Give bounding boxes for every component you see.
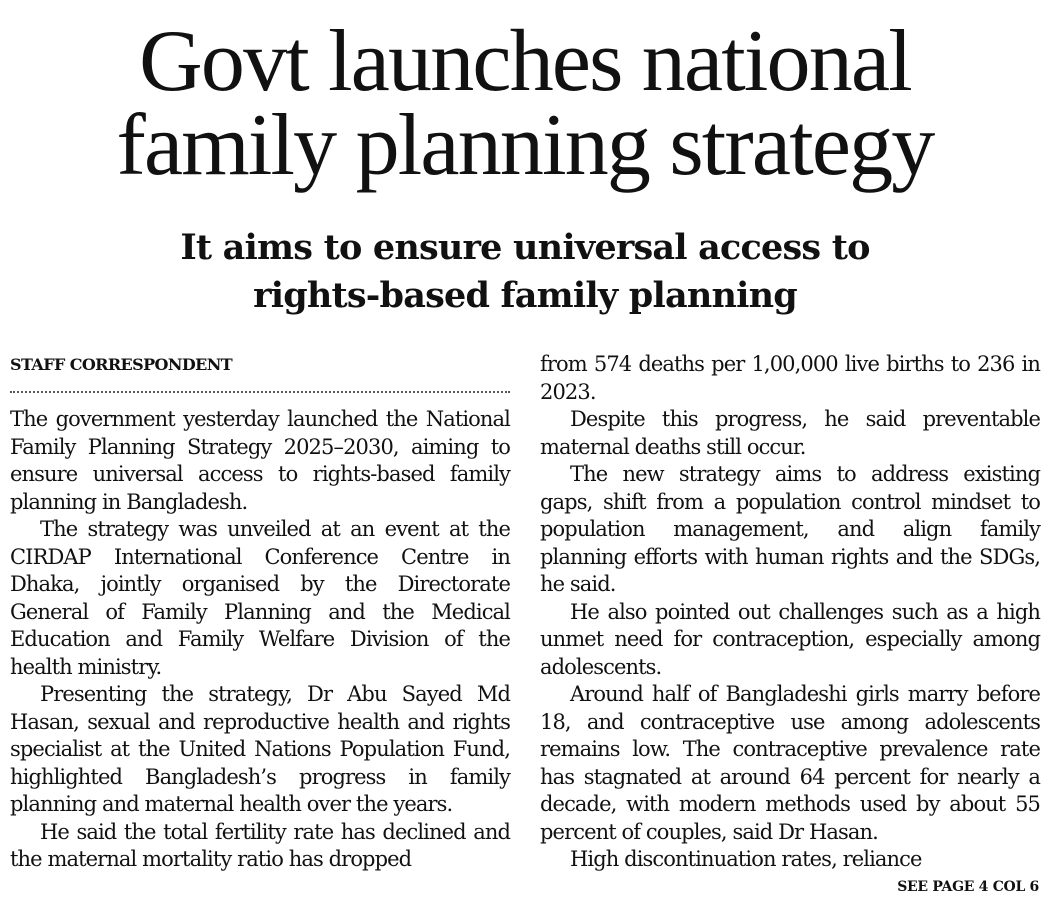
paragraph: Despite this progress, he said preventable maternal deaths still occur. — [540, 407, 1040, 459]
subheadline — [0, 224, 1050, 320]
paragraph: Presenting the strategy, Dr Abu Sayed Md Hasan, sexual and reproductive health and rights specialist at the United Nations Population Fund, highlighted Bangladesh’s progress in family planning and maternal health over the years. — [10, 682, 510, 816]
paragraph: The strategy was unveiled at an event at the CIRDAP International Conference Centre in Dhaka, jointly organised by the Directorate General of Family Planning and the Medical Education and Family Welfare Division of the health ministry. — [10, 517, 510, 679]
byline-divider — [10, 391, 510, 393]
subheadline-line-2: rights-based family planning — [253, 275, 797, 316]
paragraph: The new strategy aims to address existing gaps, shift from a population control mindset to population management, and align family planning efforts with human rights and the SDGs, he said. — [540, 462, 1040, 596]
subheadline-line-1: It aims to ensure universal access to — [180, 227, 870, 268]
paragraph: He also pointed out challenges such as a high unmet need for contraception, especially among adolescents. — [540, 599, 1040, 679]
headline-line-2: family planning strategy — [116, 97, 934, 194]
headline-line-1: Govt launches national — [139, 13, 911, 110]
article-column-left — [10, 406, 510, 874]
paragraph: The government yesterday launched the National Family Planning Strategy 2025–2030, aiming to ensure universal access to rights-based family planning in Bangladesh. — [10, 407, 510, 514]
byline: STAFF CORRESPONDENT — [10, 355, 233, 374]
continued-jump-line: SEE PAGE 4 COL 6 — [897, 879, 1039, 895]
paragraph: High discontinuation rates, reliance — [570, 847, 922, 871]
article-column-right — [540, 351, 1040, 874]
paragraph: Around half of Bangladeshi girls marry before 18, and contraceptive use among adolescents remains low. The contraceptive prevalence rate has stagnated at around 64 percent for nearly a decade, with modern methods used by about 55 percent of couples, said Dr Hasan. — [540, 682, 1040, 844]
paragraph: from 574 deaths per 1,00,000 live births to 236 in 2023. — [540, 352, 1040, 404]
headline — [0, 13, 1050, 194]
paragraph: He said the total fertility rate has declined and the maternal mortality ratio has dropped — [10, 819, 510, 871]
